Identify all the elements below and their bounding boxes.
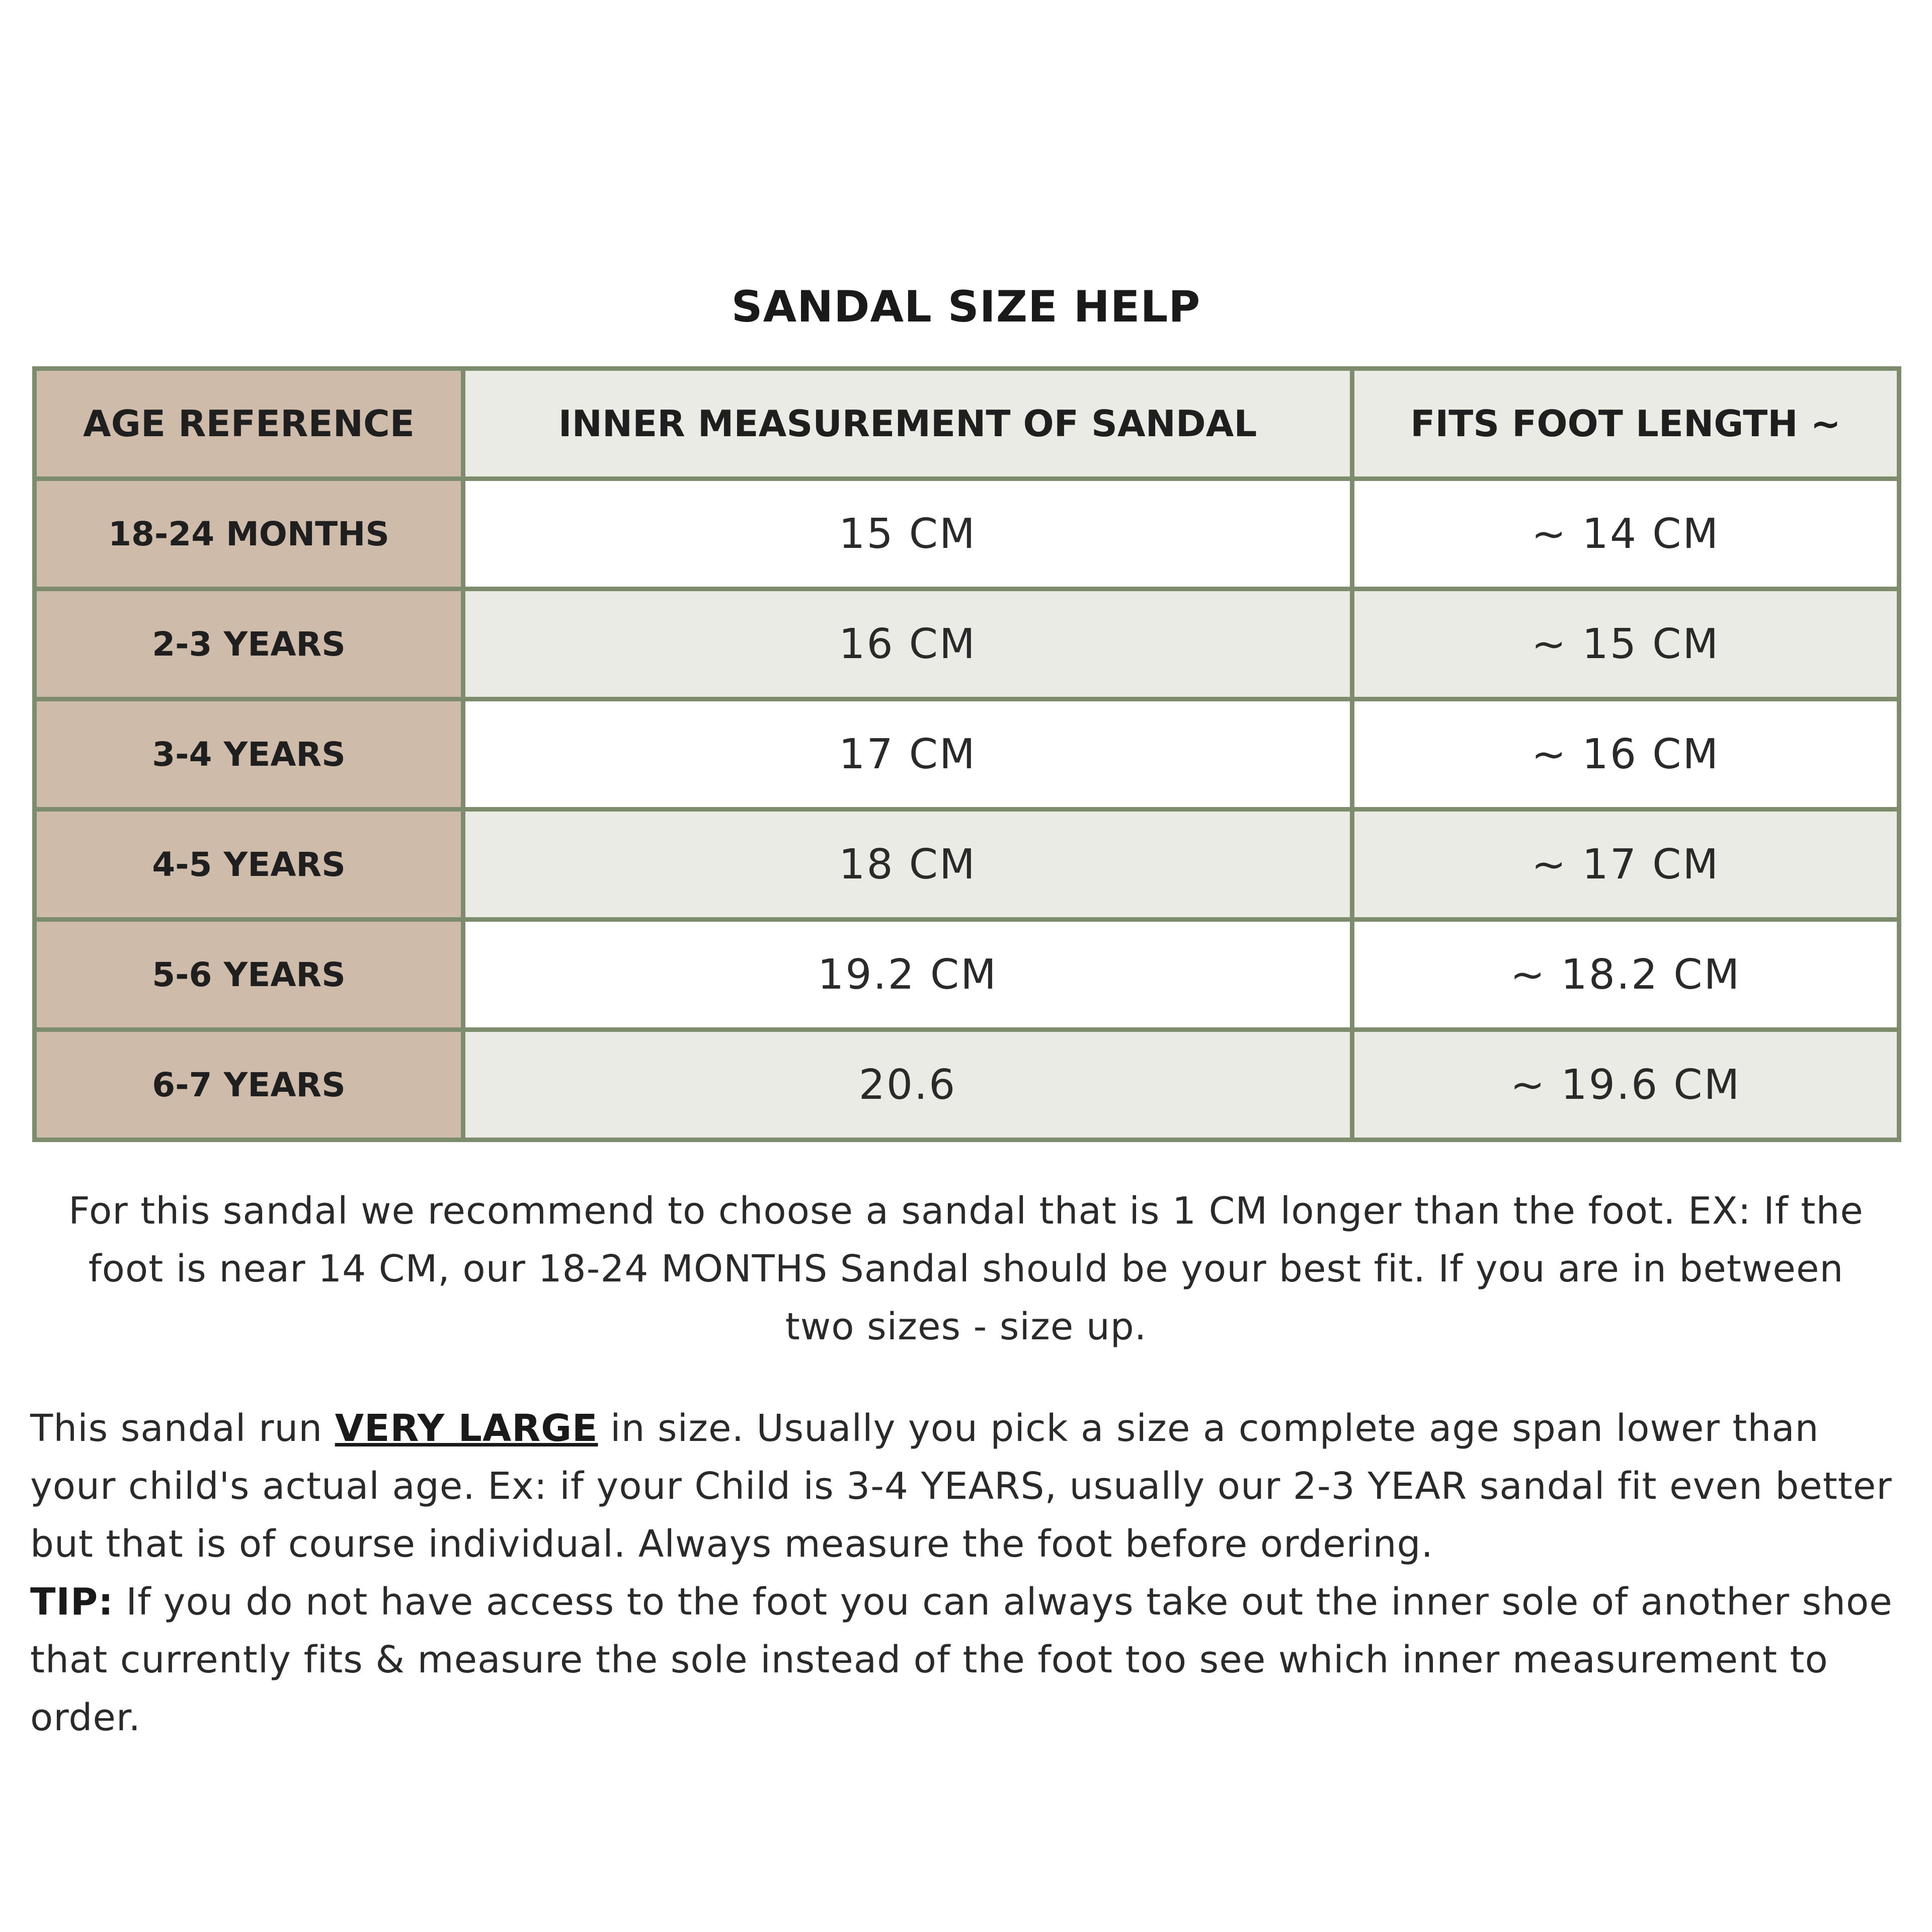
inner-measurement-cell: 18 CM [463, 810, 1352, 920]
foot-length-cell: ~ 15 CM [1352, 589, 1899, 699]
foot-length-cell: ~ 18.2 CM [1352, 920, 1899, 1030]
age-cell: 3-4 YEARS [35, 699, 463, 810]
table-row [35, 810, 1899, 920]
foot-length-cell: ~ 19.6 CM [1352, 1030, 1899, 1140]
recommendation-note [50, 1182, 1882, 1356]
inner-measurement-cell: 15 CM [463, 479, 1352, 589]
recommendation-line-1: For this sandal we recommend to choose a sandal that is 1 CM longer than the foot. EX: If the [68, 1189, 1864, 1233]
column-header-age: AGE REFERENCE [35, 369, 463, 479]
sizing-note-suffix: in size. Usually you pick a size a complete age span lower than your child's actual age. Ex: if your Child is 3-4 YEARS, usually our 2-3 YEAR sandal fit even better but that is of course individual. Always measure the foot before ordering. [30, 1407, 1892, 1566]
sizing-info [30, 1400, 1902, 1747]
age-cell: 2-3 YEARS [35, 589, 463, 699]
sizing-note-prefix: This sandal run [30, 1407, 335, 1450]
recommendation-line-2: foot is near 14 CM, our 18-24 MONTHS Sandal should be your best fit. If you are in between [88, 1247, 1844, 1291]
sizing-note [30, 1400, 1902, 1573]
table-row [35, 589, 1899, 699]
page-title: SANDAL SIZE HELP [731, 282, 1201, 332]
foot-length-cell: ~ 14 CM [1352, 479, 1899, 589]
age-cell: 5-6 YEARS [35, 920, 463, 1030]
age-cell: 18-24 MONTHS [35, 479, 463, 589]
age-cell: 6-7 YEARS [35, 1030, 463, 1140]
table-row [35, 920, 1899, 1030]
table-row [35, 699, 1899, 810]
age-cell: 4-5 YEARS [35, 810, 463, 920]
table-row [35, 1030, 1899, 1140]
tip-text: If you do not have access to the foot you can always take out the inner sole of another shoe that currently fits & measure the sole instead of the foot too see which inner measurement to order. [30, 1580, 1893, 1739]
column-header-inner-measurement: INNER MEASUREMENT OF SANDAL [463, 369, 1352, 479]
foot-length-cell: ~ 16 CM [1352, 699, 1899, 810]
inner-measurement-cell: 16 CM [463, 589, 1352, 699]
size-table [32, 366, 1901, 1142]
column-header-foot-length: FITS FOOT LENGTH ~ [1352, 369, 1899, 479]
foot-length-cell: ~ 17 CM [1352, 810, 1899, 920]
tip-note [30, 1573, 1902, 1747]
table-header-row [35, 369, 1899, 479]
recommendation-line-3: two sizes - size up. [785, 1305, 1147, 1348]
tip-label: TIP: [30, 1580, 114, 1624]
very-large-emphasis: VERY LARGE [335, 1407, 598, 1450]
inner-measurement-cell: 19.2 CM [463, 920, 1352, 1030]
inner-measurement-cell: 17 CM [463, 699, 1352, 810]
table-row [35, 479, 1899, 589]
inner-measurement-cell: 20.6 [463, 1030, 1352, 1140]
